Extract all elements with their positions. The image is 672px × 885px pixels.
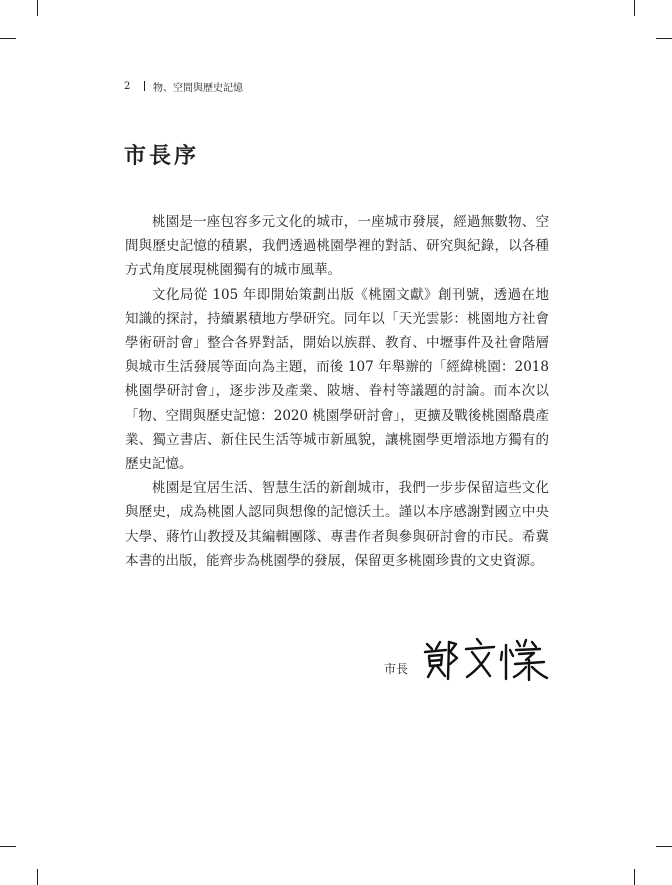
signature-title: 市長 — [384, 662, 409, 676]
book-title: 物、空間與歷史記憶 — [153, 82, 243, 94]
crop-mark — [0, 38, 16, 39]
page-number: 2 — [124, 80, 131, 92]
crop-mark — [656, 846, 672, 847]
page-title: 市長序 — [124, 143, 200, 169]
crop-mark — [37, 869, 38, 885]
crop-mark — [0, 846, 16, 847]
running-head — [124, 79, 243, 93]
crop-mark — [656, 38, 672, 39]
signature-block — [384, 634, 554, 684]
running-head-divider — [144, 81, 145, 91]
paragraph: 桃園是宜居生活、智慧生活的新創城市，我們一步步保留這些文化與歷史，成為桃園人認同與想像的記憶沃土。謹以本序感謝對國立中央大學、蔣竹山教授及其編輯團隊、專書作者與參與研討會的市民。希冀本書的出版，能齊步為桃園學的發展，保留更多桃園珍貴的文史資源。 — [125, 480, 549, 569]
crop-mark — [37, 0, 38, 16]
crop-mark — [634, 0, 635, 16]
handwritten-signature — [422, 636, 550, 682]
body-text — [125, 210, 549, 573]
paragraph: 桃園是一座包容多元文化的城市，一座城市發展，經過無數物、空間與歷史記憶的積累，我們透過桃園學裡的對話、研究與紀錄，以各種方式角度展現桃園獨有的城市風華。 — [125, 214, 549, 279]
paragraph: 文化局從 105 年即開始策劃出版《桃園文獻》創刊號，透過在地知識的探討，持續累積地方學研究。同年以「天光雲影：桃園地方社會學術研討會」整合各界對話，開始以族群、教育、中壢事件及社會階層與城市生活發展等面向為主題，而後 107 年舉辦的「經緯桃園：2018 桃園學研討會」，逐步涉及產業、陂塘、眷村等議題的討論。而本次以「物、空間與歷史記憶：2020 桃園學研討會」，更擴及戰後桃園酪農產業、獨立書店、新住民生活等城市新風貌，讓桃園學更增添地方獨有的歷史記憶。 — [125, 286, 549, 473]
crop-mark — [634, 869, 635, 885]
